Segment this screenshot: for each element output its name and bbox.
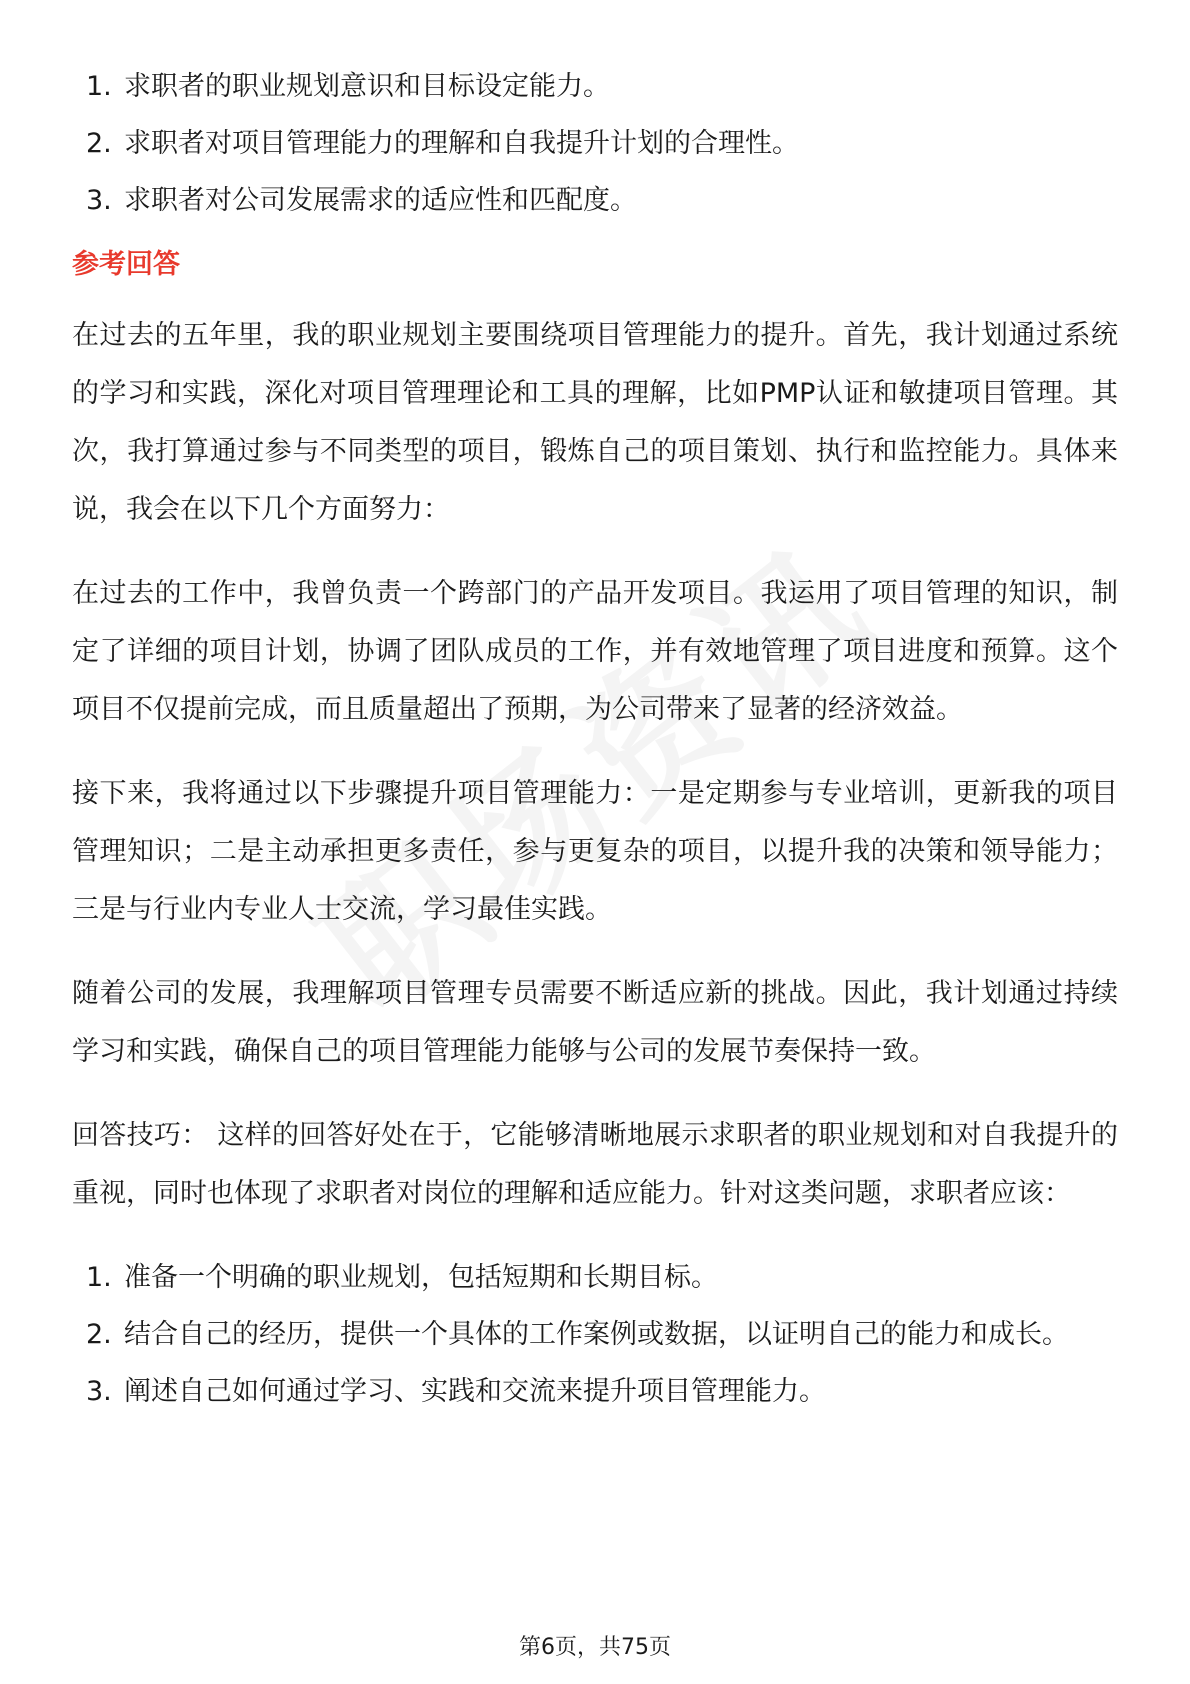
list-number: 3. (86, 185, 112, 216)
reference-answer-heading: 参考回答 (72, 249, 180, 280)
criteria-list (72, 58, 1118, 229)
list-item (72, 172, 1118, 229)
paragraph-company-growth: 随着公司的发展，我理解项目管理专员需要不断适应新的挑战。因此，我计划通过持续学习和实践，确保自己的项目管理能力能够与公司的发展节奏保持一致。 (72, 978, 1118, 1067)
list-item (72, 1306, 1118, 1363)
list-number: 3. (86, 1376, 112, 1407)
paragraph-past-experience: 在过去的工作中，我曾负责一个跨部门的产品开发项目。我运用了项目管理的知识，制定了详细的项目计划，协调了团队成员的工作，并有效地管理了项目进度和预算。这个项目不仅提前完成，而且质量超出了预期，为公司带来了显著的经济效益。 (72, 578, 1118, 725)
paragraph-career-plan: 在过去的五年里，我的职业规划主要围绕项目管理能力的提升。首先，我计划通过系统的学习和实践，深化对项目管理理论和工具的理解，比如PMP认证和敏捷项目管理。其次，我打算通过参与不同类型的项目，锻炼自己的项目策划、执行和监控能力。具体来说，我会在以下几个方面努力： (72, 320, 1118, 525)
paragraph-answer-tips: 回答技巧： 这样的回答好处在于，它能够清晰地展示求职者的职业规划和对自我提升的重视，同时也体现了求职者对岗位的理解和适应能力。针对这类问题，求职者应该： (72, 1120, 1118, 1209)
tips-list (72, 1249, 1118, 1420)
list-number: 1. (86, 71, 112, 102)
list-text: 求职者对项目管理能力的理解和自我提升计划的合理性。 (124, 128, 799, 159)
page-content (72, 58, 1118, 1420)
list-item (72, 115, 1118, 172)
list-number: 1. (86, 1262, 112, 1293)
list-item (72, 58, 1118, 115)
paragraph-next-steps: 接下来，我将通过以下步骤提升项目管理能力：一是定期参与专业培训，更新我的项目管理知识；二是主动承担更多责任，参与更复杂的项目，以提升我的决策和领导能力；三是与行业内专业人士交流，学习最佳实践。 (72, 778, 1118, 925)
list-text: 求职者的职业规划意识和目标设定能力。 (124, 71, 610, 102)
list-text: 求职者对公司发展需求的适应性和匹配度。 (124, 185, 637, 216)
page-footer: 第6页，共75页 (519, 1635, 671, 1660)
list-number: 2. (86, 128, 112, 159)
list-text: 阐述自己如何通过学习、实践和交流来提升项目管理能力。 (124, 1376, 826, 1407)
list-item (72, 1249, 1118, 1306)
list-text: 结合自己的经历，提供一个具体的工作案例或数据，以证明自己的能力和成长。 (124, 1319, 1069, 1350)
list-item (72, 1363, 1118, 1420)
list-number: 2. (86, 1319, 112, 1350)
list-text: 准备一个明确的职业规划，包括短期和长期目标。 (124, 1262, 718, 1293)
